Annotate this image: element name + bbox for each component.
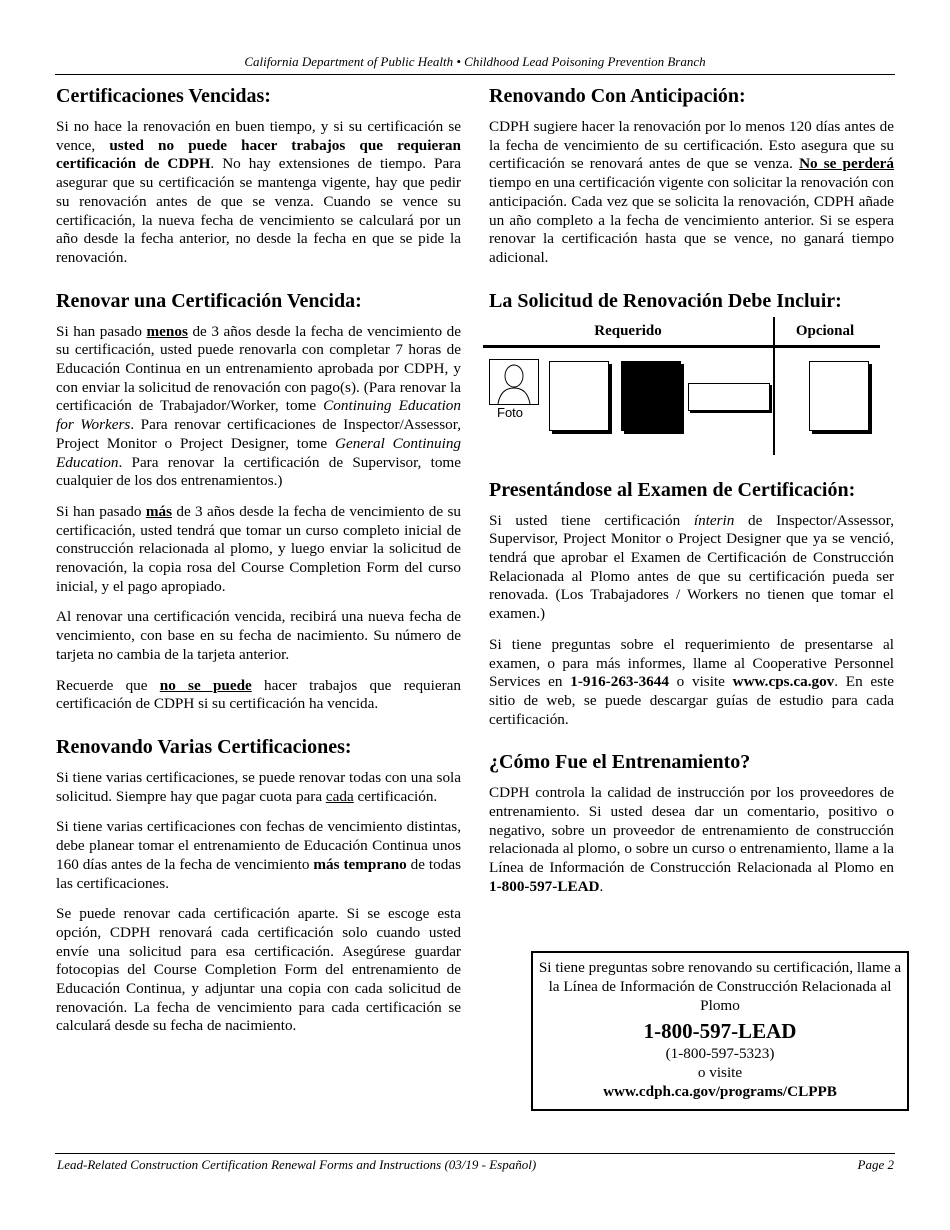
paragraph: CDPH controla la calidad de instrucción por los proveedores de entrenamiento. Si usted desea dar un comentario, positivo o negativo, sobre un proveedor de entrenamiento de construcción relacionada al plomo, o sobre un curso o entrenamiento, llame a la Línea de Información de Construcción Relacionada al Plomo en 1-800-597-LEAD. — [489, 784, 894, 895]
optional-document-icon — [809, 361, 869, 431]
contact-phone: 1-800-597-LEAD — [643, 1019, 797, 1043]
table-divider — [773, 317, 775, 455]
optional-header: Opcional — [795, 322, 855, 339]
section-renovar-vencida — [56, 289, 461, 714]
paragraph: Si no hace la renovación en buen tiempo, y si su certificación se vence, usted no puede hacer trabajos que requieran certificación de CDPH. No hay extensiones de tiempo. Para asegurar que su certificación se mantenga vigente, hay que pedir su renovación antes de que se venza. Cuando se vence su certificación, la nueva fecha de vencimiento se calculará por un año desde la fecha anterior, no desde la fecha en que se pide la renovación. — [56, 118, 461, 266]
section-title: Presentándose al Examen de Certificación: — [489, 478, 856, 501]
section-title: Renovando Varias Certificaciones: — [56, 735, 352, 758]
section-certificaciones-vencidas — [56, 84, 461, 268]
course-completion-form-icon — [621, 361, 681, 431]
paragraph: Si han pasado más de 3 años desde la fecha de vencimiento de su certificación, usted tendrá que tomar un curso completo inicial de construcción relacionada al plomo, y luego enviar la solicitud de renovación, la copia rosa del Course Completion Form del curso inicial, y el pago apropiado. — [56, 502, 461, 595]
section-examen-certificacion — [489, 478, 894, 730]
cps-link[interactable]: www.cps.ca.gov — [732, 673, 835, 691]
contact-url[interactable]: www.cdph.ca.gov/programs/CLPPB — [603, 1083, 837, 1100]
contact-text: Si tiene preguntas sobre renovando su certificación, llame a la Línea de Información de Construcción Relacionada al Plomo — [538, 959, 902, 1014]
paragraph: Al renovar una certificación vencida, recibirá una nueva fecha de vencimiento, con base en su fecha de nacimiento. Su número de tarjeta no cambia de la tarjeta anterior. — [56, 608, 461, 663]
paragraph: CDPH sugiere hacer la renovación por lo menos 120 días antes de la fecha de vencimiento de su certificación. Esto asegura que su certificación se renovará antes de que se venza. No se perderá tiempo en una certificación vigente con solicitar la renovación con anticipación. Cada vez que se solicita la renovación, CDPH añade un año completo a la fecha de vencimiento anterior. Si se espera renovar la certificación hasta que se vence, no ganará tiempo adicional. — [489, 118, 894, 266]
paragraph: Se puede renovar cada certificación aparte. Si se escoge esta opción, CDPH renovará cada certificación solo cuando usted envíe una solicitud para esa certificación. Asegúrese guardar fotocopias del Course Completion Form del entrenamiento de Educación Continua, y adjuntar una copia con cada solicitud de renovación. La fecha de vencimiento para cada certificación se calculará desde su fecha de nacimiento. — [56, 905, 461, 1035]
section-solicitud-debe-incluir — [489, 289, 894, 457]
section-title: Renovar una Certificación Vencida: — [56, 289, 362, 312]
payment-check-icon — [688, 383, 770, 411]
photo-icon — [489, 359, 539, 405]
photo-label: Foto — [497, 404, 524, 420]
requirements-diagram — [483, 317, 883, 457]
table-rule — [483, 345, 880, 348]
page-number: Page 2 — [857, 1157, 894, 1172]
footer-title: Lead-Related Construction Certification Renewal Forms and Instructions (03/19 - Español) — [57, 1157, 537, 1172]
paragraph: Si han pasado menos de 3 años desde la fecha de vencimiento de su certificación, usted puede renovarla con completar 7 horas de Educación Continua en un entrenamiento aprobada por CDPH, y con enviar la solicitud de renovación con pago(s). (Para renovar la certificación de Trabajador/Worker, tome Continuing Education for Workers. Para renovar certificaciones de Inspector/Assessor, Project Monitor o Project Designer, tome General Continuing Education. Para renovar la certificación de Supervisor, tome cualquier de los dos entrenamientos.) — [56, 322, 462, 490]
section-title: Certificaciones Vencidas: — [56, 85, 271, 107]
section-entrenamiento — [489, 750, 894, 896]
section-varias-certificaciones — [56, 735, 461, 1036]
paragraph: Si tiene varias certificaciones con fechas de vencimiento distintas, debe planear tomar el entrenamiento de Educación Continua unos 160 días antes de la fecha de vencimiento más temprano de todas las certificaciones. — [56, 818, 461, 892]
contact-or: o visite — [697, 1064, 743, 1081]
section-title: La Solicitud de Renovación Debe Incluir: — [489, 289, 842, 312]
paragraph: Si usted tiene certificación ínterin de Inspector/Assessor, Supervisor, Project Monitor o Project Designer que ya se venció, tendrá que aprobar el Examen de Certificación de Construcción Relacionada al Plomo antes de que su certificación pueda ser renovada. (Los Trabajadores / Workers no tienen que tomar el examen.) — [489, 511, 894, 623]
section-title: Renovando Con Anticipación: — [489, 85, 746, 107]
header-rule — [55, 74, 895, 75]
section-renovando-anticipacion — [489, 84, 894, 268]
page-header: California Department of Public Health • Childhood Lead Poisoning Prevention Branch — [244, 54, 706, 69]
contact-box — [531, 951, 909, 1111]
paragraph: Recuerde que no se puede hacer trabajos que requieran certificación de CDPH si su certificación ha vencida. — [56, 676, 461, 713]
paragraph: Si tiene preguntas sobre el requerimiento de presentarse al examen, o para más informes, llame al Cooperative Personnel Services en 1-916-263-3644 o visite www.cps.ca.gov. En este sitio de web, se puede descargar guías de estudio para cada certificación. — [489, 635, 894, 728]
left-column — [56, 84, 461, 1057]
right-column — [489, 84, 894, 918]
contact-phone-number: (1-800-597-5323) — [665, 1045, 775, 1062]
section-title: ¿Cómo Fue el Entrenamiento? — [489, 751, 751, 774]
required-header: Requerido — [594, 322, 662, 339]
application-form-icon — [549, 361, 609, 431]
footer-rule — [55, 1153, 895, 1154]
paragraph: Si tiene varias certificaciones, se puede renovar todas con una sola solicitud. Siempre hay que pagar cuota para cada certificación. — [56, 768, 461, 805]
